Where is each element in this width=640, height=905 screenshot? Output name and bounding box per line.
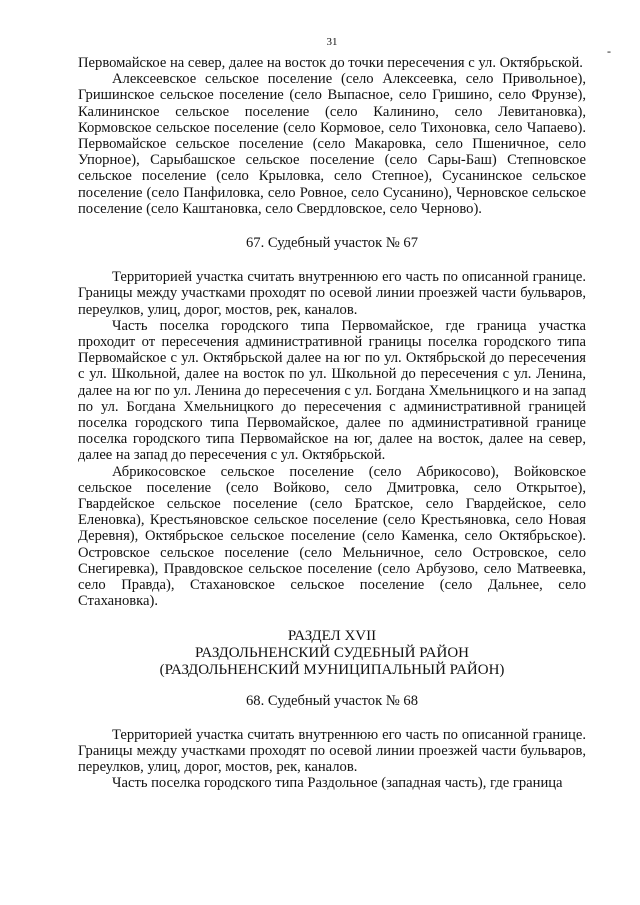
heading-court-section-68: 68. Судебный участок № 68 xyxy=(245,692,419,709)
corner-mark: - xyxy=(607,44,611,58)
spacer xyxy=(78,679,586,693)
paragraph-territory-67: Территорией участка считать внутреннюю его часть по описанной границе. Границы между участками проходят по осевой линии проезжей части бульваров, переулков, улиц, дорог, мостов, рек, каналов. xyxy=(78,269,586,318)
paragraph-settlements-67: Абрикосовское сельское поселение (село Абрикосово), Войковское сельское поселение (село Войково, село Дмитровка, село Открытое), Гвардейское сельское поселение (село Братское, село Гвардейское, село Еленовка), Крестьяновское сельское поселение (село Крестьяновка, село Новая Деревня), Октябрьское сельское поселение (село Каменка, село Октябрьское). Островское сельское поселение (село Мельничное, село Островское, село Снегиревка), Правдовское сельское поселение (село Арбузово, село Матвеевка, село Правда), Стахановское сельское поселение (село Дальнее, село Стахановка). xyxy=(78,463,586,610)
spacer xyxy=(78,709,586,727)
paragraph-continuation: Первомайское на север, далее на восток до точки пересечения с ул. Октябрьской. xyxy=(78,55,583,71)
paragraph-settlements-pervomaiskiy: Алексеевское сельское поселение (село Алексеевка, село Привольное), Гришинское сельское поселение (село Выпасное, село Гришино, село Фрунзе), Калининское сельское поселение (село Калинино, село Левитановка), Кормовское сельское поселение (село Кормовое, село Тихоновка, село Чапаево). Первомайское сельское поселение (село Макаровка, село Пшеничное, село Упорное), Сарыбашское сельское поселение (село Сары-Баш) Степновское сельское поселение (село Крыловка, село Степное), Сусанинское сельское поселение (село Панфиловка, село Ровное, село Сусанино), Черновское сельское поселение (село Каштановка, село Свердловское, село Черново). xyxy=(78,71,586,217)
spacer xyxy=(78,251,586,269)
heading-court-section-67: 67. Судебный участок № 67 xyxy=(245,235,419,252)
spacer xyxy=(78,217,586,235)
section-header xyxy=(78,628,586,679)
document-body xyxy=(78,55,586,792)
page-number: 31 xyxy=(326,36,338,48)
section-district-name: РАЗДОЛЬНЕНСКИЙ СУДЕБНЫЙ РАЙОН xyxy=(194,644,469,661)
section-title: РАЗДЕЛ XVII xyxy=(287,627,377,644)
section-municipal-district: (РАЗДОЛЬНЕНСКИЙ МУНИЦИПАЛЬНЫЙ РАЙОН) xyxy=(159,661,505,678)
paragraph-boundary-67: Часть поселка городского типа Первомайское, где граница участка проходит от пересечения административной границы поселка городского типа Первомайское с ул. Октябрьской далее на юг по ул. Октябрьской до пересечения с ул. Школьной, далее на восток по ул. Школьной до пересечения с ул. Ленина, далее на юг по ул. Ленина до пересечения с ул. Богдана Хмельницкого и на запад по ул. Богдана Хмельницкого до пересечения с административной границей поселка городского типа Первомайское, далее по административной границе поселка городского типа Первомайское на юг, далее на восток, далее на север, далее на запад до пересечения с ул. Октябрьской. xyxy=(78,317,586,464)
paragraph-territory-68: Территорией участка считать внутреннюю его часть по описанной границе. Границы между участками проходят по осевой линии проезжей части бульваров, переулков, улиц, дорог, мостов, рек, каналов. xyxy=(78,726,586,776)
spacer xyxy=(78,610,586,628)
paragraph-boundary-68: Часть поселка городского типа Раздольное (западная часть), где граница xyxy=(112,775,563,792)
